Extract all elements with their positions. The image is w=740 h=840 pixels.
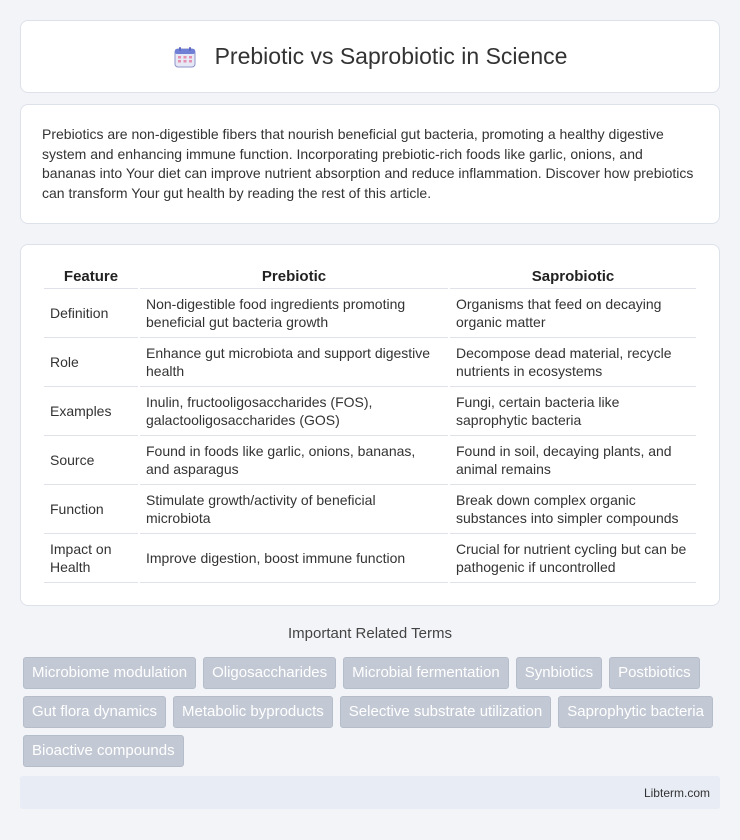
term-tag[interactable]: Synbiotics [516,657,602,689]
table-row [44,387,696,436]
row-saprobiotic: Found in soil, decaying plants, and animal remains [450,436,696,485]
term-tag[interactable]: Bioactive compounds [23,735,184,767]
row-prebiotic: Stimulate growth/activity of beneficial microbiota [140,485,448,534]
row-feature: Impact on Health [44,534,138,583]
row-prebiotic: Non-digestible food ingredients promoting beneficial gut bacteria growth [140,289,448,338]
page-title: Prebiotic vs Saprobiotic in Science [214,43,568,69]
row-feature: Role [44,338,138,387]
term-tag[interactable]: Gut flora dynamics [23,696,166,728]
table-row [44,436,696,485]
term-tag[interactable]: Saprophytic bacteria [558,696,713,728]
row-feature: Function [44,485,138,534]
intro-text: Prebiotics are non-digestible fibers that nourish beneficial gut bacteria, promoting a healthy digestive system and enhancing immune function. Incorporating prebiotic-rich foods like garlic, onions, and bananas into Your diet can improve nutrient absorption and reduce inflammation. Discover how prebiotics can transform Your gut health by reading the rest of this article. [42,126,694,201]
header-prebiotic: Prebiotic [140,265,448,289]
table-row [44,485,696,534]
footer-site-link[interactable]: Libterm.com [643,785,710,800]
row-prebiotic: Inulin, fructooligosaccharides (FOS), galactooligosaccharides (GOS) [140,387,448,436]
row-saprobiotic: Decompose dead material, recycle nutrients in ecosystems [450,338,696,387]
row-saprobiotic: Break down complex organic substances into simpler compounds [450,485,696,534]
table-header-row [44,265,696,289]
header-card [20,20,720,93]
header-saprobiotic: Saprobiotic [450,265,696,289]
table-row [44,534,696,583]
term-tag[interactable]: Microbial fermentation [343,657,509,689]
title-wrap [173,43,568,70]
footer [20,776,720,809]
term-tag[interactable]: Postbiotics [609,657,700,689]
table-row [44,338,696,387]
term-tag[interactable]: Metabolic byproducts [173,696,333,728]
row-feature: Source [44,436,138,485]
related-terms-list [23,657,713,767]
row-prebiotic: Improve digestion, boost immune function [140,534,448,583]
row-saprobiotic: Crucial for nutrient cycling but can be pathogenic if uncontrolled [450,534,696,583]
comparison-card [20,244,720,606]
intro-card [20,104,720,224]
term-tag[interactable]: Microbiome modulation [23,657,196,689]
table-row [44,289,696,338]
row-feature: Definition [44,289,138,338]
row-feature: Examples [44,387,138,436]
row-saprobiotic: Fungi, certain bacteria like saprophytic bacteria [450,387,696,436]
related-terms-title: Important Related Terms [288,625,452,642]
term-tag[interactable]: Selective substrate utilization [340,696,551,728]
row-prebiotic: Found in foods like garlic, onions, bananas, and asparagus [140,436,448,485]
row-saprobiotic: Organisms that feed on decaying organic matter [450,289,696,338]
calendar-icon [173,45,197,69]
comparison-table [42,265,698,583]
row-prebiotic: Enhance gut microbiota and support digestive health [140,338,448,387]
term-tag[interactable]: Oligosaccharides [203,657,336,689]
header-feature: Feature [44,265,138,289]
